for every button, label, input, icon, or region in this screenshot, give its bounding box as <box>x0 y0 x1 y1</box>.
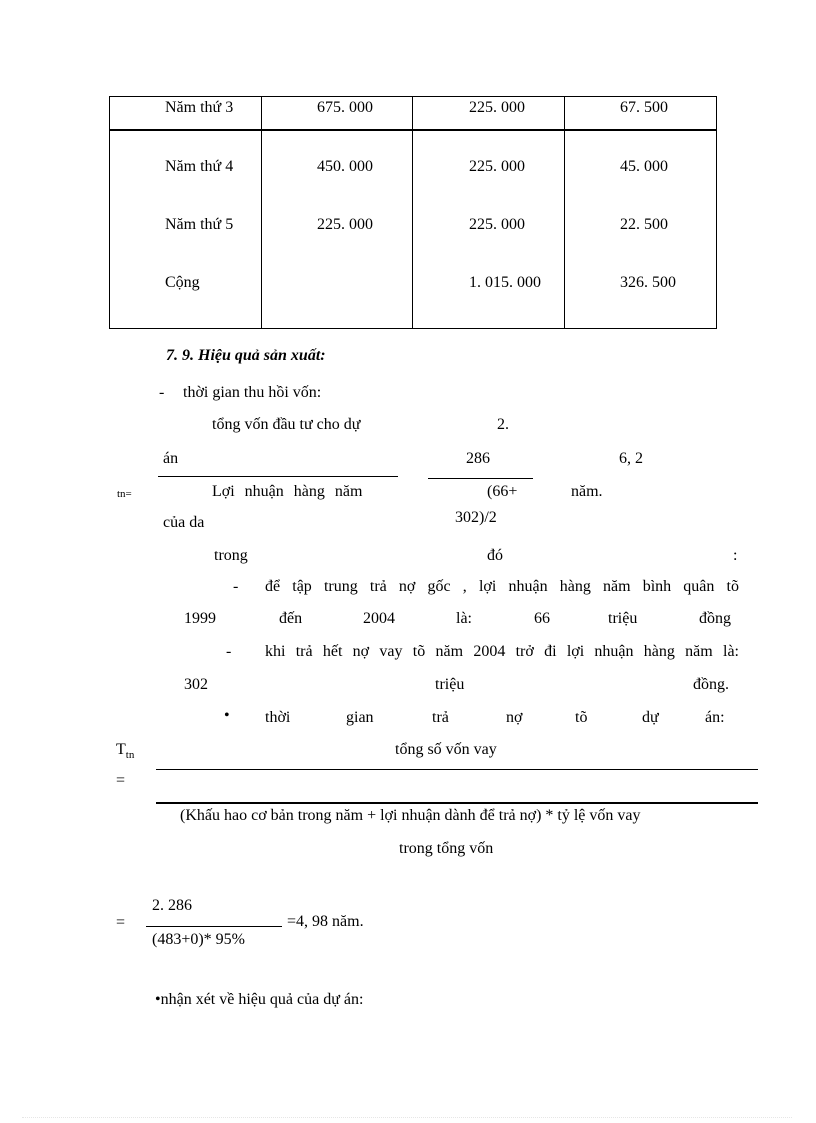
payback-period-label: thời gian thu hồi vốn: <box>183 384 322 401</box>
table-col-border <box>412 96 413 329</box>
table-cell: 45. 000 <box>620 158 668 175</box>
text-is: là: <box>456 610 472 627</box>
text-trong: trong <box>214 547 248 564</box>
formula-lhs <box>116 742 134 761</box>
value-numerator-cont: 286 <box>466 450 490 467</box>
result-value: =4, 98 năm. <box>287 913 364 930</box>
word: nợ <box>506 709 523 726</box>
table-col-border <box>716 96 717 329</box>
bullet-dash: - <box>159 384 165 401</box>
result-unit: năm. <box>571 483 603 500</box>
fraction-denominator: (483+0)* 95% <box>152 931 246 948</box>
table-bottom-border <box>109 328 717 329</box>
table-cell: 675. 000 <box>317 99 373 116</box>
year-end: 2004 <box>363 610 395 627</box>
footer-divider <box>22 1117 792 1118</box>
table-cell: 225. 000 <box>317 216 373 233</box>
result-value: 6, 2 <box>619 450 643 467</box>
word: án: <box>705 709 725 726</box>
text-dong: đồng <box>699 610 731 627</box>
table-cell: 225. 000 <box>469 99 525 116</box>
formula-subscript: tn <box>125 749 135 761</box>
fraction-numerator: 2. 286 <box>152 897 192 914</box>
text-to: đến <box>279 610 303 627</box>
fraction-bar-lower <box>156 802 758 804</box>
table-cell: 1. 015. 000 <box>469 274 541 291</box>
table-col-border <box>564 96 565 329</box>
formula-lhs: tn= <box>117 488 132 500</box>
text-colon: : <box>733 547 738 564</box>
fraction-bar <box>158 476 398 477</box>
word: trả <box>432 709 449 726</box>
table-row-label: Năm thứ 4 <box>165 158 234 175</box>
profit-value: 66 <box>534 610 550 627</box>
profit-line-1: để tập trung trả nợ gốc , lợi nhuận hàng năm bình quân tõ <box>265 578 739 595</box>
table-cell: 225. 000 <box>469 216 525 233</box>
fraction-numerator-cont: án <box>163 450 179 467</box>
word: gian <box>346 709 374 726</box>
year-start: 1999 <box>184 610 216 627</box>
profit-value-2: 302 <box>184 676 208 693</box>
word: dự <box>642 709 659 726</box>
word: thời <box>265 709 291 726</box>
fraction-denominator: Lợi nhuận hàng năm <box>212 483 363 500</box>
value-denominator-cont: 302)/2 <box>455 509 497 526</box>
text-dong: đồng. <box>693 676 729 693</box>
table-row-label: Năm thứ 3 <box>165 99 234 116</box>
value-denominator: (66+ <box>487 483 518 500</box>
table-cell: 22. 500 <box>620 216 668 233</box>
word: tõ <box>575 709 588 726</box>
remark-line: •nhận xét về hiệu quả của dự án: <box>155 991 364 1008</box>
section-heading: 7. 9. Hiệu quả sản xuất: <box>166 347 326 364</box>
value-fraction-bar <box>428 478 533 479</box>
bullet-dash: - <box>226 643 232 660</box>
table-cell: 450. 000 <box>317 158 373 175</box>
text-do: đó <box>487 547 503 564</box>
bullet-dot: • <box>224 707 230 724</box>
text-million: triệu <box>608 610 638 627</box>
table-row-label: Cộng <box>165 274 200 291</box>
fraction-bar <box>146 926 282 927</box>
fraction-denominator: (Khấu hao cơ bản trong năm + lợi nhuận dành để trả nợ) * tỷ lệ vốn vay <box>180 807 641 824</box>
equals-sign: = <box>116 914 126 931</box>
value-numerator: 2. <box>497 416 509 433</box>
fraction-bar <box>156 769 758 770</box>
profit-line-2: khi trả hết nợ vay tõ năm 2004 trở đi lợi nhuận hàng năm là: <box>265 643 739 660</box>
table-top-border <box>109 96 717 97</box>
table-row-label: Năm thứ 5 <box>165 216 234 233</box>
fraction-denominator-cont: của da <box>163 514 205 531</box>
fraction-denominator-cont: trong tổng vốn <box>399 840 494 857</box>
equals-sign: = <box>116 772 126 789</box>
table-col-border <box>261 96 262 329</box>
formula-symbol: T <box>116 741 126 758</box>
bullet-dash: - <box>233 578 239 595</box>
table-col-border <box>109 96 110 329</box>
fraction-numerator: tổng số vốn vay <box>395 741 497 758</box>
table-header-divider <box>109 129 717 131</box>
fraction-numerator: tổng vốn đầu tư cho dự <box>212 416 361 433</box>
table-cell: 326. 500 <box>620 274 676 291</box>
text-million: triệu <box>435 676 465 693</box>
table-cell: 225. 000 <box>469 158 525 175</box>
table-cell: 67. 500 <box>620 99 668 116</box>
